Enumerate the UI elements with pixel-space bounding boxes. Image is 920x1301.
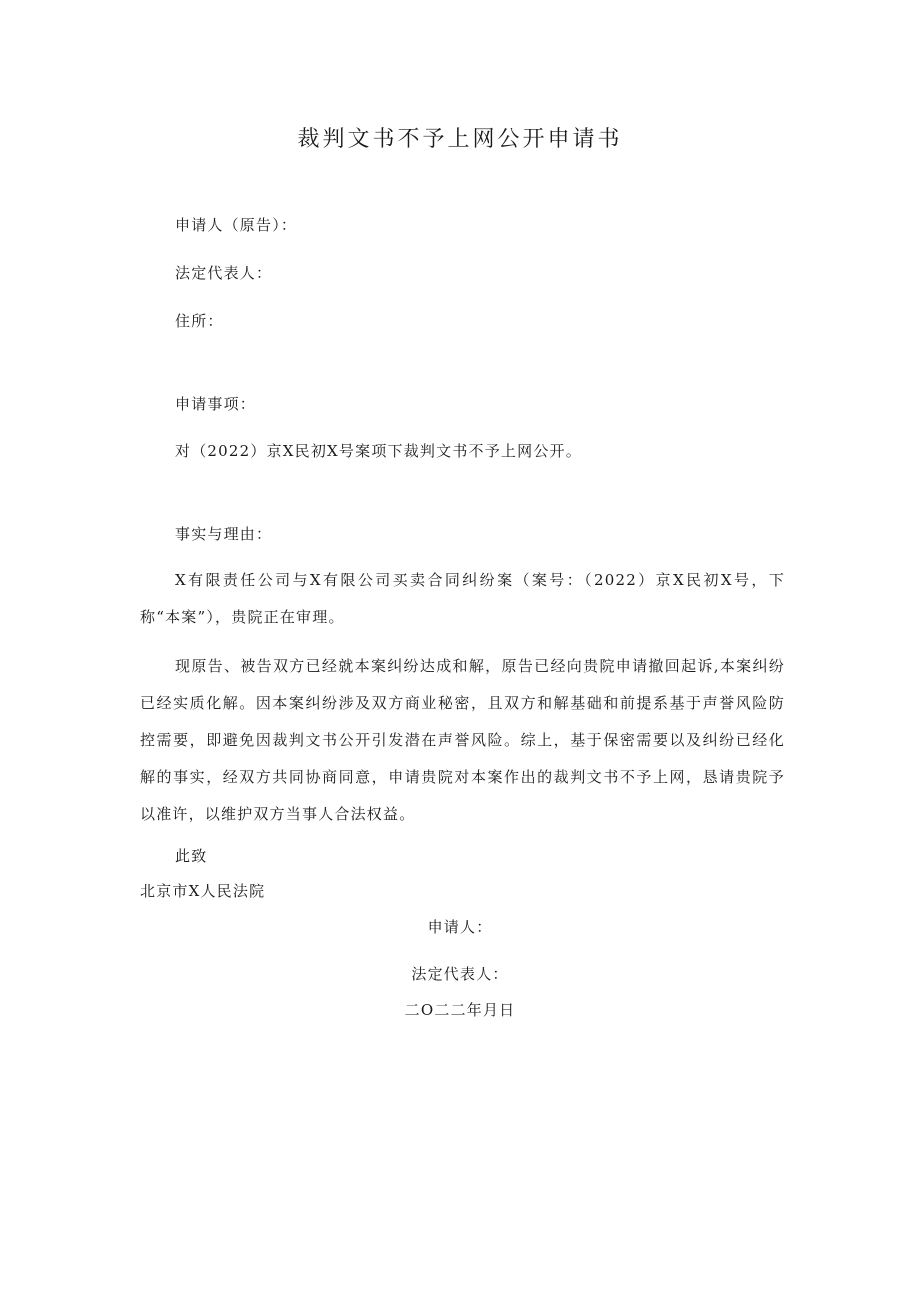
document-date: 二O二二年月日: [404, 1001, 516, 1019]
signature-legal-representative: 法定代表人：: [411, 965, 509, 983]
salutation: 此致: [175, 847, 208, 865]
recipient-court: 北京市X人民法院: [140, 882, 266, 900]
address-label: 住所：: [175, 312, 224, 330]
facts-paragraph-2: 现原告、被告双方已经就本案纠纷达成和解，原告已经向贵院申请撤回起诉,本案纠纷已经实质化解。因本案纠纷涉及双方商业秘密，且双方和解基础和前提系基于声誉风险防控需要，即避免因裁判文书公开引发潜在声誉风险。综上，基于保密需要以及纠纷已经化解的事实，经双方共同协商同意，申请贵院对本案作出的裁判文书不予上网，恳请贵院予以准许，以维护双方当事人合法权益。: [140, 657, 785, 823]
document-title: 裁判文书不予上网公开申请书: [297, 127, 623, 152]
request-heading: 申请事项：: [175, 395, 257, 413]
facts-paragraph-1: X有限责任公司与X有限公司买卖合同纠纷案（案号：（2022）京X民初X号，下称“本案”），贵院正在审理。: [140, 571, 785, 626]
applicant-label: 申请人（原告）：: [175, 216, 298, 234]
signature-applicant: 申请人：: [427, 918, 493, 936]
request-content: 对（2022）京X民初X号案项下裁判文书不予上网公开。: [175, 442, 582, 460]
legal-representative-label: 法定代表人：: [175, 264, 273, 282]
facts-heading: 事实与理由：: [175, 525, 273, 543]
